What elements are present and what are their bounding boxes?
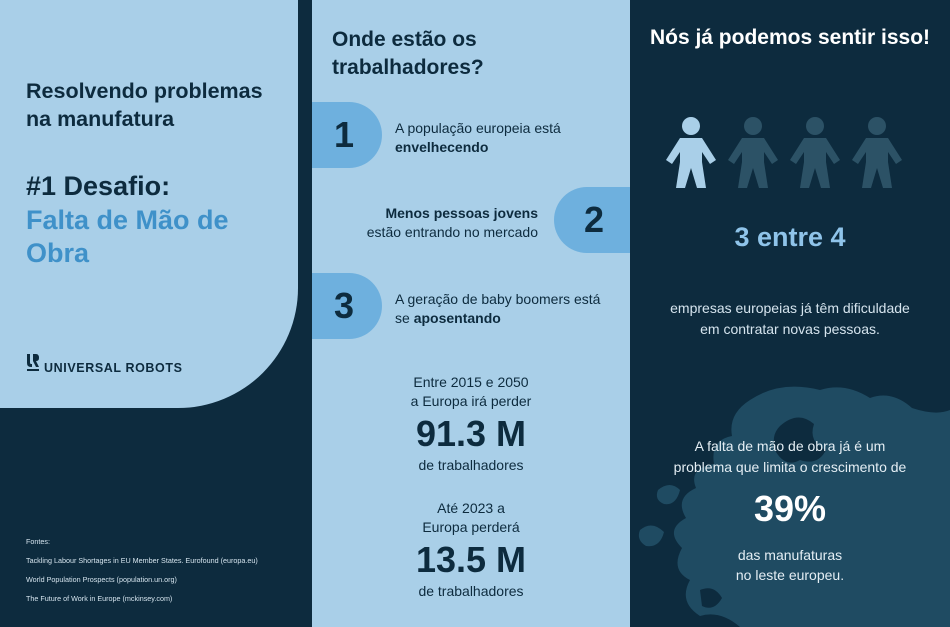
source-item: The Future of Work in Europe (mckinsey.com) xyxy=(26,594,173,603)
stat-2023-line2: Europa perderá xyxy=(422,519,520,535)
step-1-number: 1 xyxy=(333,114,355,155)
person-icon xyxy=(788,116,842,188)
companies-line2: em contratar novas pessoas. xyxy=(700,321,880,337)
brand-name: UNIVERSAL ROBOTS xyxy=(44,361,183,375)
main-title: Resolvendo problemas na manufatura xyxy=(26,79,263,131)
source-item: Tackling Labour Shortages in EU Member States. Eurofound (europa.eu) xyxy=(26,556,258,565)
manuf-line1: das manufaturas xyxy=(737,547,843,563)
person-icon xyxy=(664,116,718,188)
step-1-text xyxy=(395,119,615,157)
step-3-number: 3 xyxy=(333,285,355,326)
stat-2050-value: 91.3 M xyxy=(415,413,527,454)
sources xyxy=(26,536,306,612)
stat-2050-line2: a Europa irá perder xyxy=(410,393,532,409)
step-2-bold: Menos pessoas jovens xyxy=(385,205,538,221)
step-1-bold: envelhecendo xyxy=(395,139,489,155)
challenge-label: #1 Desafio: xyxy=(26,171,171,201)
manufacturing-text xyxy=(630,545,950,585)
limit-line1: A falta de mão de obra já é um xyxy=(694,438,886,454)
middle-column xyxy=(312,0,630,627)
right-column xyxy=(630,0,950,627)
step-2-badge xyxy=(554,187,630,253)
percent-value: 39% xyxy=(753,488,827,529)
step-3-text xyxy=(395,290,615,328)
limit-line2: problema que limita o crescimento de xyxy=(673,459,907,475)
person-icon xyxy=(850,116,904,188)
step-3-plain: A geração de baby boomers está se xyxy=(395,291,601,326)
step-2-number: 2 xyxy=(583,199,605,240)
manuf-line2: no leste europeu. xyxy=(735,567,845,583)
stat-2023-value: 13.5 M xyxy=(415,539,527,580)
step-2-plain: estão entrando no mercado xyxy=(366,224,538,240)
ur-logo-icon xyxy=(26,354,40,372)
stat-2023-unit: de trabalhadores xyxy=(418,583,524,599)
step-1-badge xyxy=(312,102,382,168)
left-column xyxy=(0,0,312,627)
title-card xyxy=(0,0,298,408)
brand xyxy=(26,350,183,375)
sources-label: Fontes: xyxy=(26,537,50,546)
middle-heading: Onde estão os trabalhadores? xyxy=(332,28,484,79)
right-heading: Nós já podemos sentir isso! xyxy=(649,26,931,49)
stat-2050 xyxy=(312,373,630,475)
stat-2050-line1: Entre 2015 e 2050 xyxy=(413,374,529,390)
stat-2023 xyxy=(312,499,630,601)
step-2-text xyxy=(332,204,538,242)
person-icon xyxy=(726,116,780,188)
challenge-subtitle: Falta de Mão de Obra xyxy=(26,205,229,268)
source-item: World Population Prospects (population.un.org) xyxy=(26,575,177,584)
people-row xyxy=(664,116,914,188)
limit-text xyxy=(630,436,950,478)
stat-2023-line1: Até 2023 a xyxy=(437,500,505,516)
ratio-value: 3 entre 4 xyxy=(734,222,846,252)
step-3-badge xyxy=(312,273,382,339)
stat-2050-unit: de trabalhadores xyxy=(418,457,524,473)
step-1-plain: A população europeia está xyxy=(395,120,561,136)
step-3-bold: aposentando xyxy=(413,310,501,326)
companies-text xyxy=(630,298,950,340)
companies-line1: empresas europeias já têm dificuldade xyxy=(670,300,910,316)
